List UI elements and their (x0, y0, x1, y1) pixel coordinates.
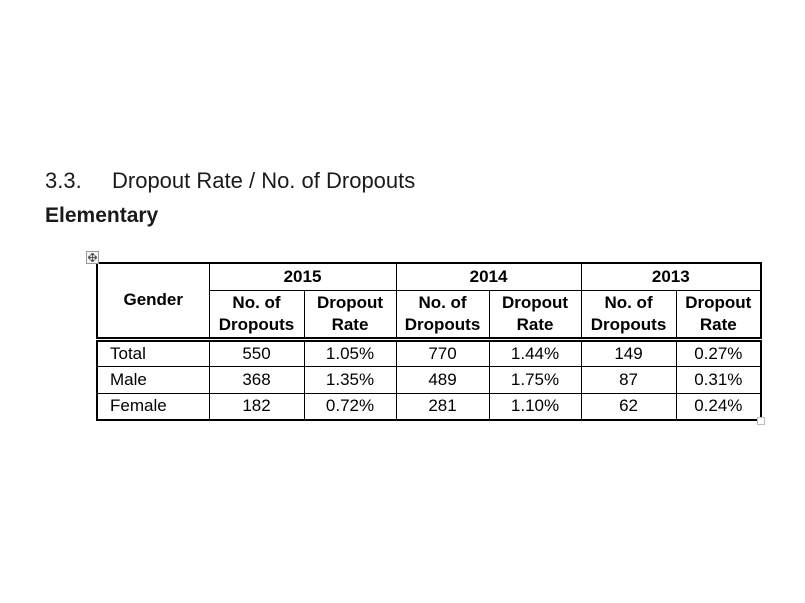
col-header-rate-2013: Dropout Rate (676, 290, 761, 339)
cell-dropouts-2014: 281 (396, 393, 489, 420)
move-arrows-icon (88, 253, 97, 262)
row-label: Male (97, 366, 209, 393)
section-title (45, 166, 415, 196)
cell-rate-2015: 1.35% (304, 366, 396, 393)
cell-dropouts-2015: 550 (209, 339, 304, 366)
subtitle: Elementary (45, 204, 159, 227)
table-row-total (97, 339, 761, 366)
table-move-handle[interactable] (86, 251, 99, 264)
cell-dropouts-2013: 62 (581, 393, 676, 420)
cell-dropouts-2013: 87 (581, 366, 676, 393)
table-row-female (97, 393, 761, 420)
row-label: Total (97, 339, 209, 366)
cell-dropouts-2015: 368 (209, 366, 304, 393)
header-row-years (97, 263, 761, 290)
cell-dropouts-2015: 182 (209, 393, 304, 420)
cell-dropouts-2014: 770 (396, 339, 489, 366)
cell-dropouts-2013: 149 (581, 339, 676, 366)
col-header-rate-2014: Dropout Rate (489, 290, 581, 339)
cell-rate-2014: 1.75% (489, 366, 581, 393)
table-container (96, 262, 760, 421)
cell-rate-2014: 1.10% (489, 393, 581, 420)
table-resize-handle[interactable] (757, 417, 765, 425)
cell-dropouts-2014: 489 (396, 366, 489, 393)
cell-rate-2013: 0.27% (676, 339, 761, 366)
cell-rate-2013: 0.31% (676, 366, 761, 393)
col-header-rate-2015: Dropout Rate (304, 290, 396, 339)
cell-rate-2015: 1.05% (304, 339, 396, 366)
section-number: 3.3. (45, 168, 82, 193)
table-row-male (97, 366, 761, 393)
cell-rate-2013: 0.24% (676, 393, 761, 420)
col-header-year-2014: 2014 (396, 263, 581, 290)
col-header-dropouts-2015: No. of Dropouts (209, 290, 304, 339)
section-title-text: Dropout Rate / No. of Dropouts (112, 168, 416, 193)
col-header-gender: Gender (97, 263, 209, 339)
col-header-dropouts-2014: No. of Dropouts (396, 290, 489, 339)
col-header-year-2015: 2015 (209, 263, 396, 290)
col-header-dropouts-2013: No. of Dropouts (581, 290, 676, 339)
cell-rate-2015: 0.72% (304, 393, 396, 420)
cell-rate-2014: 1.44% (489, 339, 581, 366)
dropout-rate-table (96, 262, 762, 421)
row-label: Female (97, 393, 209, 420)
col-header-year-2013: 2013 (581, 263, 761, 290)
